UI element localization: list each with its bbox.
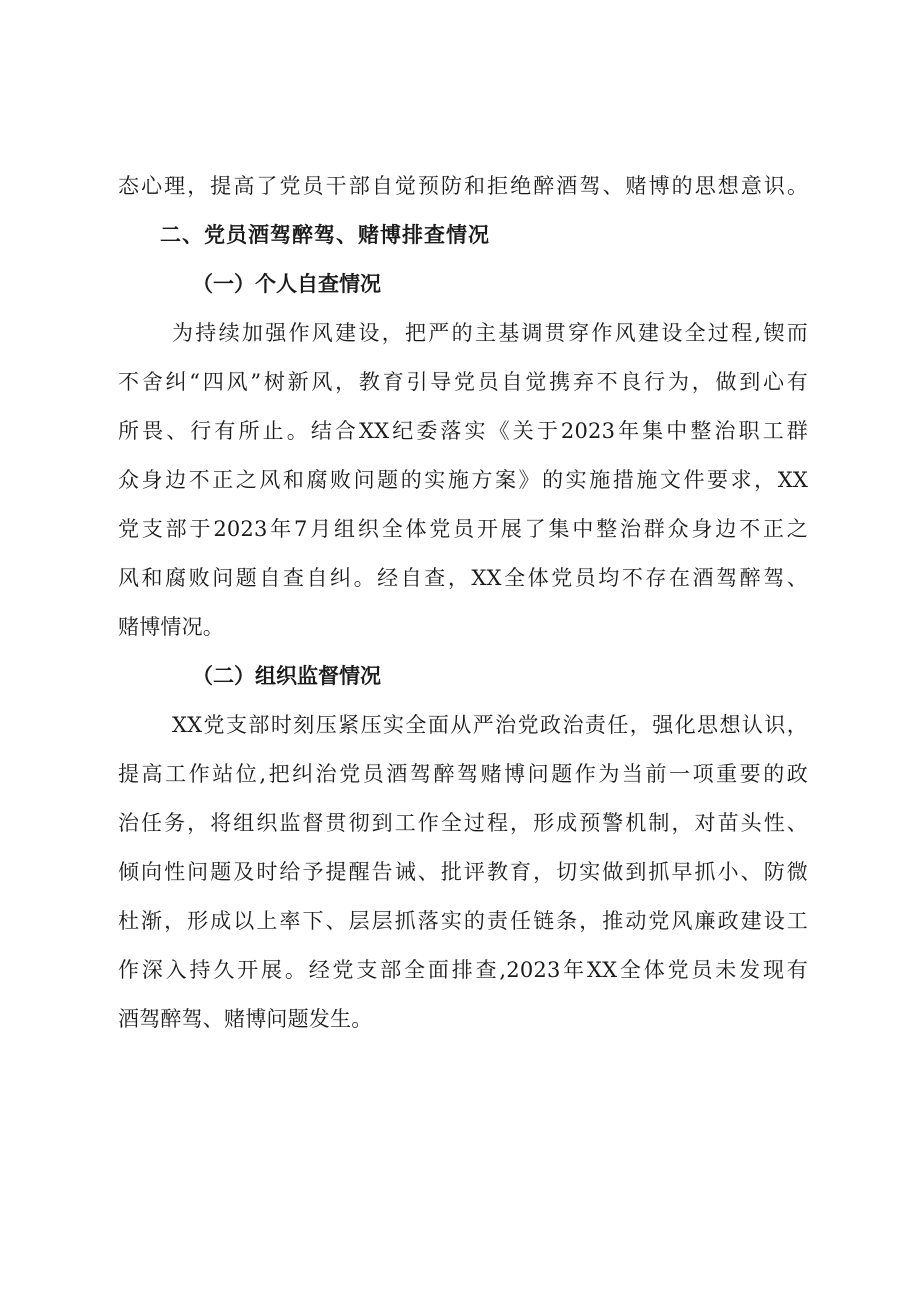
paragraph-line: 赌博情况。: [118, 615, 224, 639]
subsection-one-paragraph: [118, 309, 808, 652]
paragraph-line: 不舍纠“四风”树新风，教育引导党员自觉携弃不良行为，做到心有: [118, 370, 808, 394]
paragraph-line: 为持续加强作风建设，把严的主基调贯穿作风建设全过程,锲而: [172, 321, 808, 345]
paragraph-line: 提高工作站位,把纠治党员酒驾醉驾赌博问题作为当前一项重要的政: [118, 762, 808, 786]
document-body: [118, 162, 808, 1044]
subsection-two-heading: （二）组织监督情况: [192, 664, 381, 688]
paragraph-line: XX党支部时刻压紧压实全面从严治党政治责任，强化思想认识，: [172, 713, 808, 737]
intro-tail-line: 态心理，提高了党员干部自觉预防和拒绝醉酒驾、赌博的思想意识。: [118, 174, 808, 198]
subsection-one-heading: （一）个人自查情况: [192, 272, 381, 296]
paragraph-line: 风和腐败问题自查自纠。经自查，XX全体党员均不存在酒驾醉驾、: [118, 566, 808, 590]
paragraph-line: 作深入持久开展。经党支部全面排查,2023年XX全体党员未发现有: [118, 958, 808, 982]
paragraph-line: 治任务，将组织监督贯彻到工作全过程，形成预警机制，对苗头性、: [118, 811, 808, 835]
paragraph-line: 杜渐，形成以上率下、层层抓落实的责任链条，推动党风廉政建设工: [118, 909, 808, 933]
paragraph-line: 倾向性问题及时给予提醒告诫、批评教育，切实做到抓早抓小、防微: [118, 860, 808, 884]
subsection-two-paragraph: [118, 701, 808, 1044]
paragraph-line: 酒驾醉驾、赌博问题发生。: [118, 1007, 373, 1031]
paragraph-line: 所畏、行有所止。结合XX纪委落实《关于2023年集中整治职工群: [118, 419, 808, 443]
section-two-heading: 二、党员酒驾醉驾、赌博排查情况: [160, 223, 490, 247]
paragraph-line: 党支部于2023年7月组织全体党员开展了集中整治群众身边不正之: [118, 517, 808, 541]
paragraph-line: 众身边不正之风和腐败问题的实施方案》的实施措施文件要求，XX: [118, 468, 808, 492]
